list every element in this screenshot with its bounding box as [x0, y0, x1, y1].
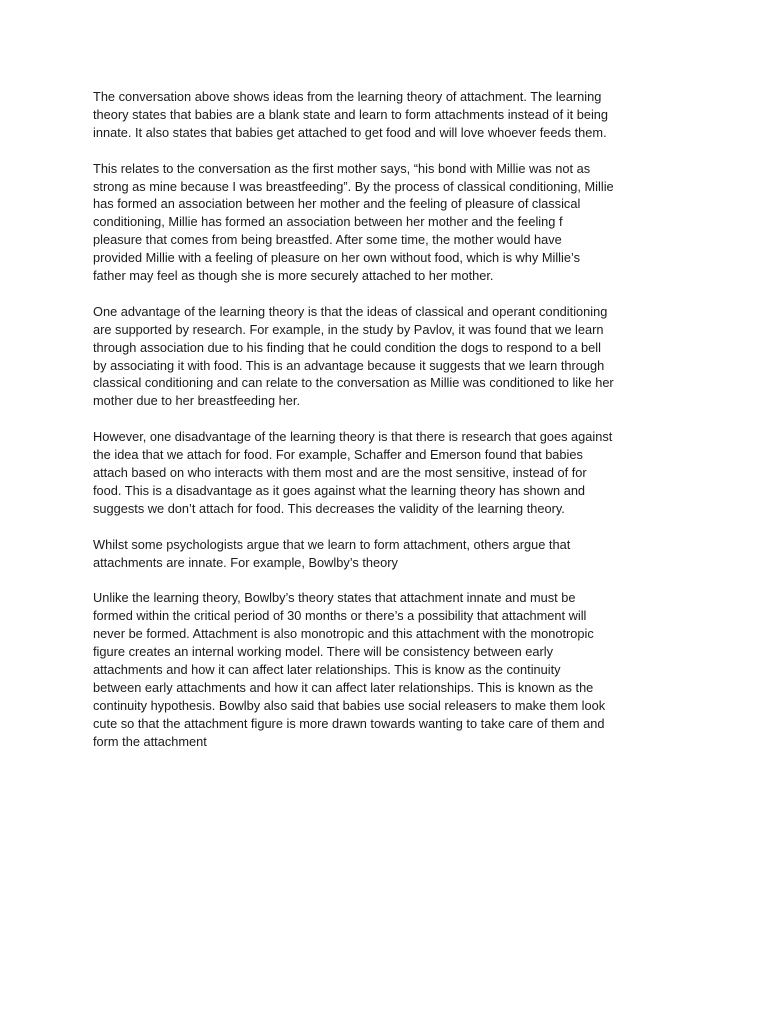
paragraph-advantage: One advantage of the learning theory is that the ideas of classical and operant conditioning are supported by research. For example, in the study by Pavlov, it was found that we learn through association due to his finding that he could condition the dogs to respond to a bell by associating it with food. This is an advantage because it suggests that we learn through classical conditioning and can relate to the conversation as Millie was conditioned to like her mother due to her breastfeeding her.: [93, 303, 614, 409]
paragraph-learning-theory-intro: The conversation above shows ideas from the learning theory of attachment. The learning theory states that babies are a blank state and learn to form attachments instead of it being innate. It also states that babies get attached to get food and will love whoever feeds them.: [93, 89, 609, 140]
document-page: [93, 88, 683, 768]
paragraph-disadvantage: However, one disadvantage of the learning theory is that there is research that goes against the idea that we attach for food. For example, Schaffer and Emerson found that babies attach based on who interacts with them most and are the most sensitive, instead of for food. This is a disadvantage as it goes against what the learning theory has shown and suggests we don’t attach for food. This decreases the validity of the learning theory.: [93, 429, 613, 516]
paragraph-bowlby-theory: Unlike the learning theory, Bowlby’s theory states that attachment innate and must be formed within the critical period of 30 months or there’s a possibility that attachment will never be formed. Attachment is also monotropic and this attachment with the monotropic figure creates an internal working model. There will be consistency between early attachments and how it can affect later relationships. This is know as the continuity between early attachments and how it can affect later relationships. This is known as the continuity hypothesis. Bowlby also said that babies use social releasers to make them look cute so that the attachment figure is more drawn towards wanting to take care of them and form the attachment: [93, 590, 606, 749]
paragraph-bowlby-intro: Whilst some psychologists argue that we learn to form attachment, others argue that attachments are innate. For example, Bowlby’s theory: [93, 536, 571, 570]
paragraph-classical-conditioning: This relates to the conversation as the first mother says, “his bond with Millie was not as strong as mine because I was breastfeeding”. By the process of classical conditioning, Millie has formed an association between her mother and the feeling of pleasure of classical conditioning, Millie has formed an association between her mother and the feeling f pleasure that comes from being breastfed. After some time, the mother would have provided Millie with a feeling of pleasure on her own without food, which is why Millie’s father may feel as though she is more securely attached to her mother.: [93, 160, 614, 284]
